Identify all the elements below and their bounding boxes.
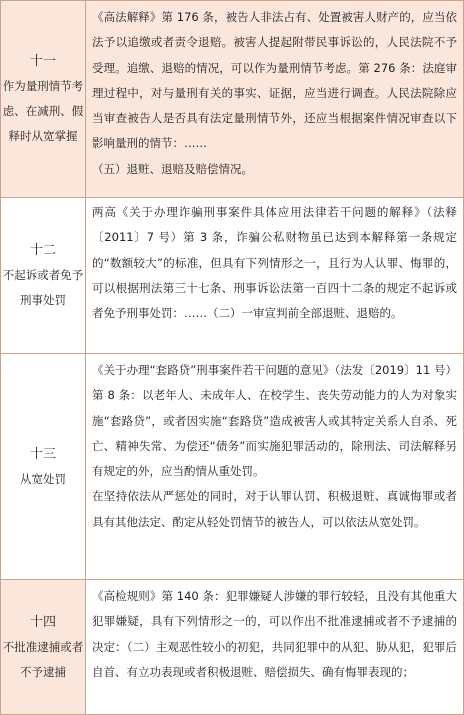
provision-text: 《高法解释》第 176 条，被告人非法占有、处置被害人财产的，应当依法予以追缴或者责令退赔。被害人提起附带民事诉讼的，人民法院不予受理。追缴、退赔的情况，可以作为量刑情节考虑。第 276 条：法庭审理过程中，对与量刑有关的事实、证据，应当进行调查。人民法院除应当审查被告人是否具有法定量刑情节外，还应当根据案件情况审查以下影响量刑的情节：…… xyxy=(92,10,457,151)
row-title-line: 刑事处罚 xyxy=(20,293,66,307)
row-header xyxy=(1,354,86,579)
row-title-line: 虑、在减刑、假 xyxy=(2,104,84,118)
provision-text: （五）退赃、退赔及赔偿情况。 xyxy=(92,161,253,176)
table-row xyxy=(1,580,463,714)
row-content xyxy=(86,1,463,197)
row-number: 十二 xyxy=(29,243,56,258)
row-title-line: 释时从宽掌握 xyxy=(8,129,78,143)
row-title-line: 不批准逮捕或者 xyxy=(2,639,84,654)
row-title-line: 不予逮捕 xyxy=(20,664,66,679)
row-content xyxy=(86,354,463,579)
row-number: 十一 xyxy=(29,54,56,69)
row-number: 十三 xyxy=(29,446,56,462)
table-row xyxy=(1,198,463,353)
row-title-line: 作为量刑情节考 xyxy=(2,79,84,93)
row-title-line: 不起诉或者免予 xyxy=(2,268,84,282)
table-row xyxy=(1,354,463,579)
provision-text: 《关于办理“套路贷”刑事案件若干问题的意见》（法发〔2019〕11 号）第 8 条：以老年人、未成年人、在校学生、丧失劳动能力的人为对象实施“套路贷”，或者因实施“套路贷”造成被害人或其特定关系人自杀、死亡、精神失常、为偿还“债务”而实施犯罪活动的，除刑法、司法解释另有规定的外，应当酌情从重处罚。 xyxy=(92,363,457,479)
row-header xyxy=(1,1,86,197)
row-header xyxy=(1,580,86,714)
table-row xyxy=(1,1,463,197)
provision-text: 两高《关于办理诈骗刑事案件具体应用法律若干问题的解释》（法释〔2011〕7 号）第 3 条，诈骗公私财物虽已达到本解释第一条规定的“数额较大”的标准，但具有下列情形之一，且行为人认罪、悔罪的，可以根据刑法第三十七条、刑事诉讼法第一百四十二条的规定不起诉或者免予刑事处罚：……（二）一审宣判前全部退赃、退赔的。 xyxy=(92,205,457,321)
provision-text: 在坚持依法从严惩处的同时，对于认罪认罚、积极退赃、真诚悔罪或者具有其他法定、酌定从轻处罚情节的被告人，可以依法从宽处罚。 xyxy=(92,489,457,529)
provision-text: 《高检规则》第 140 条：犯罪嫌疑人涉嫌的罪行较轻，且没有其他重大犯罪嫌疑，具有下列情形之一的，可以作出不批准逮捕或者不予逮捕的决定：（二）主观恶性较小的初犯，共同犯罪中的从犯、胁从犯，犯罪后自首、有立功表现或者积极退赃、赔偿损失、确有悔罪表现的； xyxy=(92,589,457,679)
row-header xyxy=(1,198,86,353)
row-content xyxy=(86,198,463,353)
row-content xyxy=(86,580,463,714)
row-number: 十四 xyxy=(29,614,56,630)
row-title-line: 从宽处罚 xyxy=(20,471,66,486)
